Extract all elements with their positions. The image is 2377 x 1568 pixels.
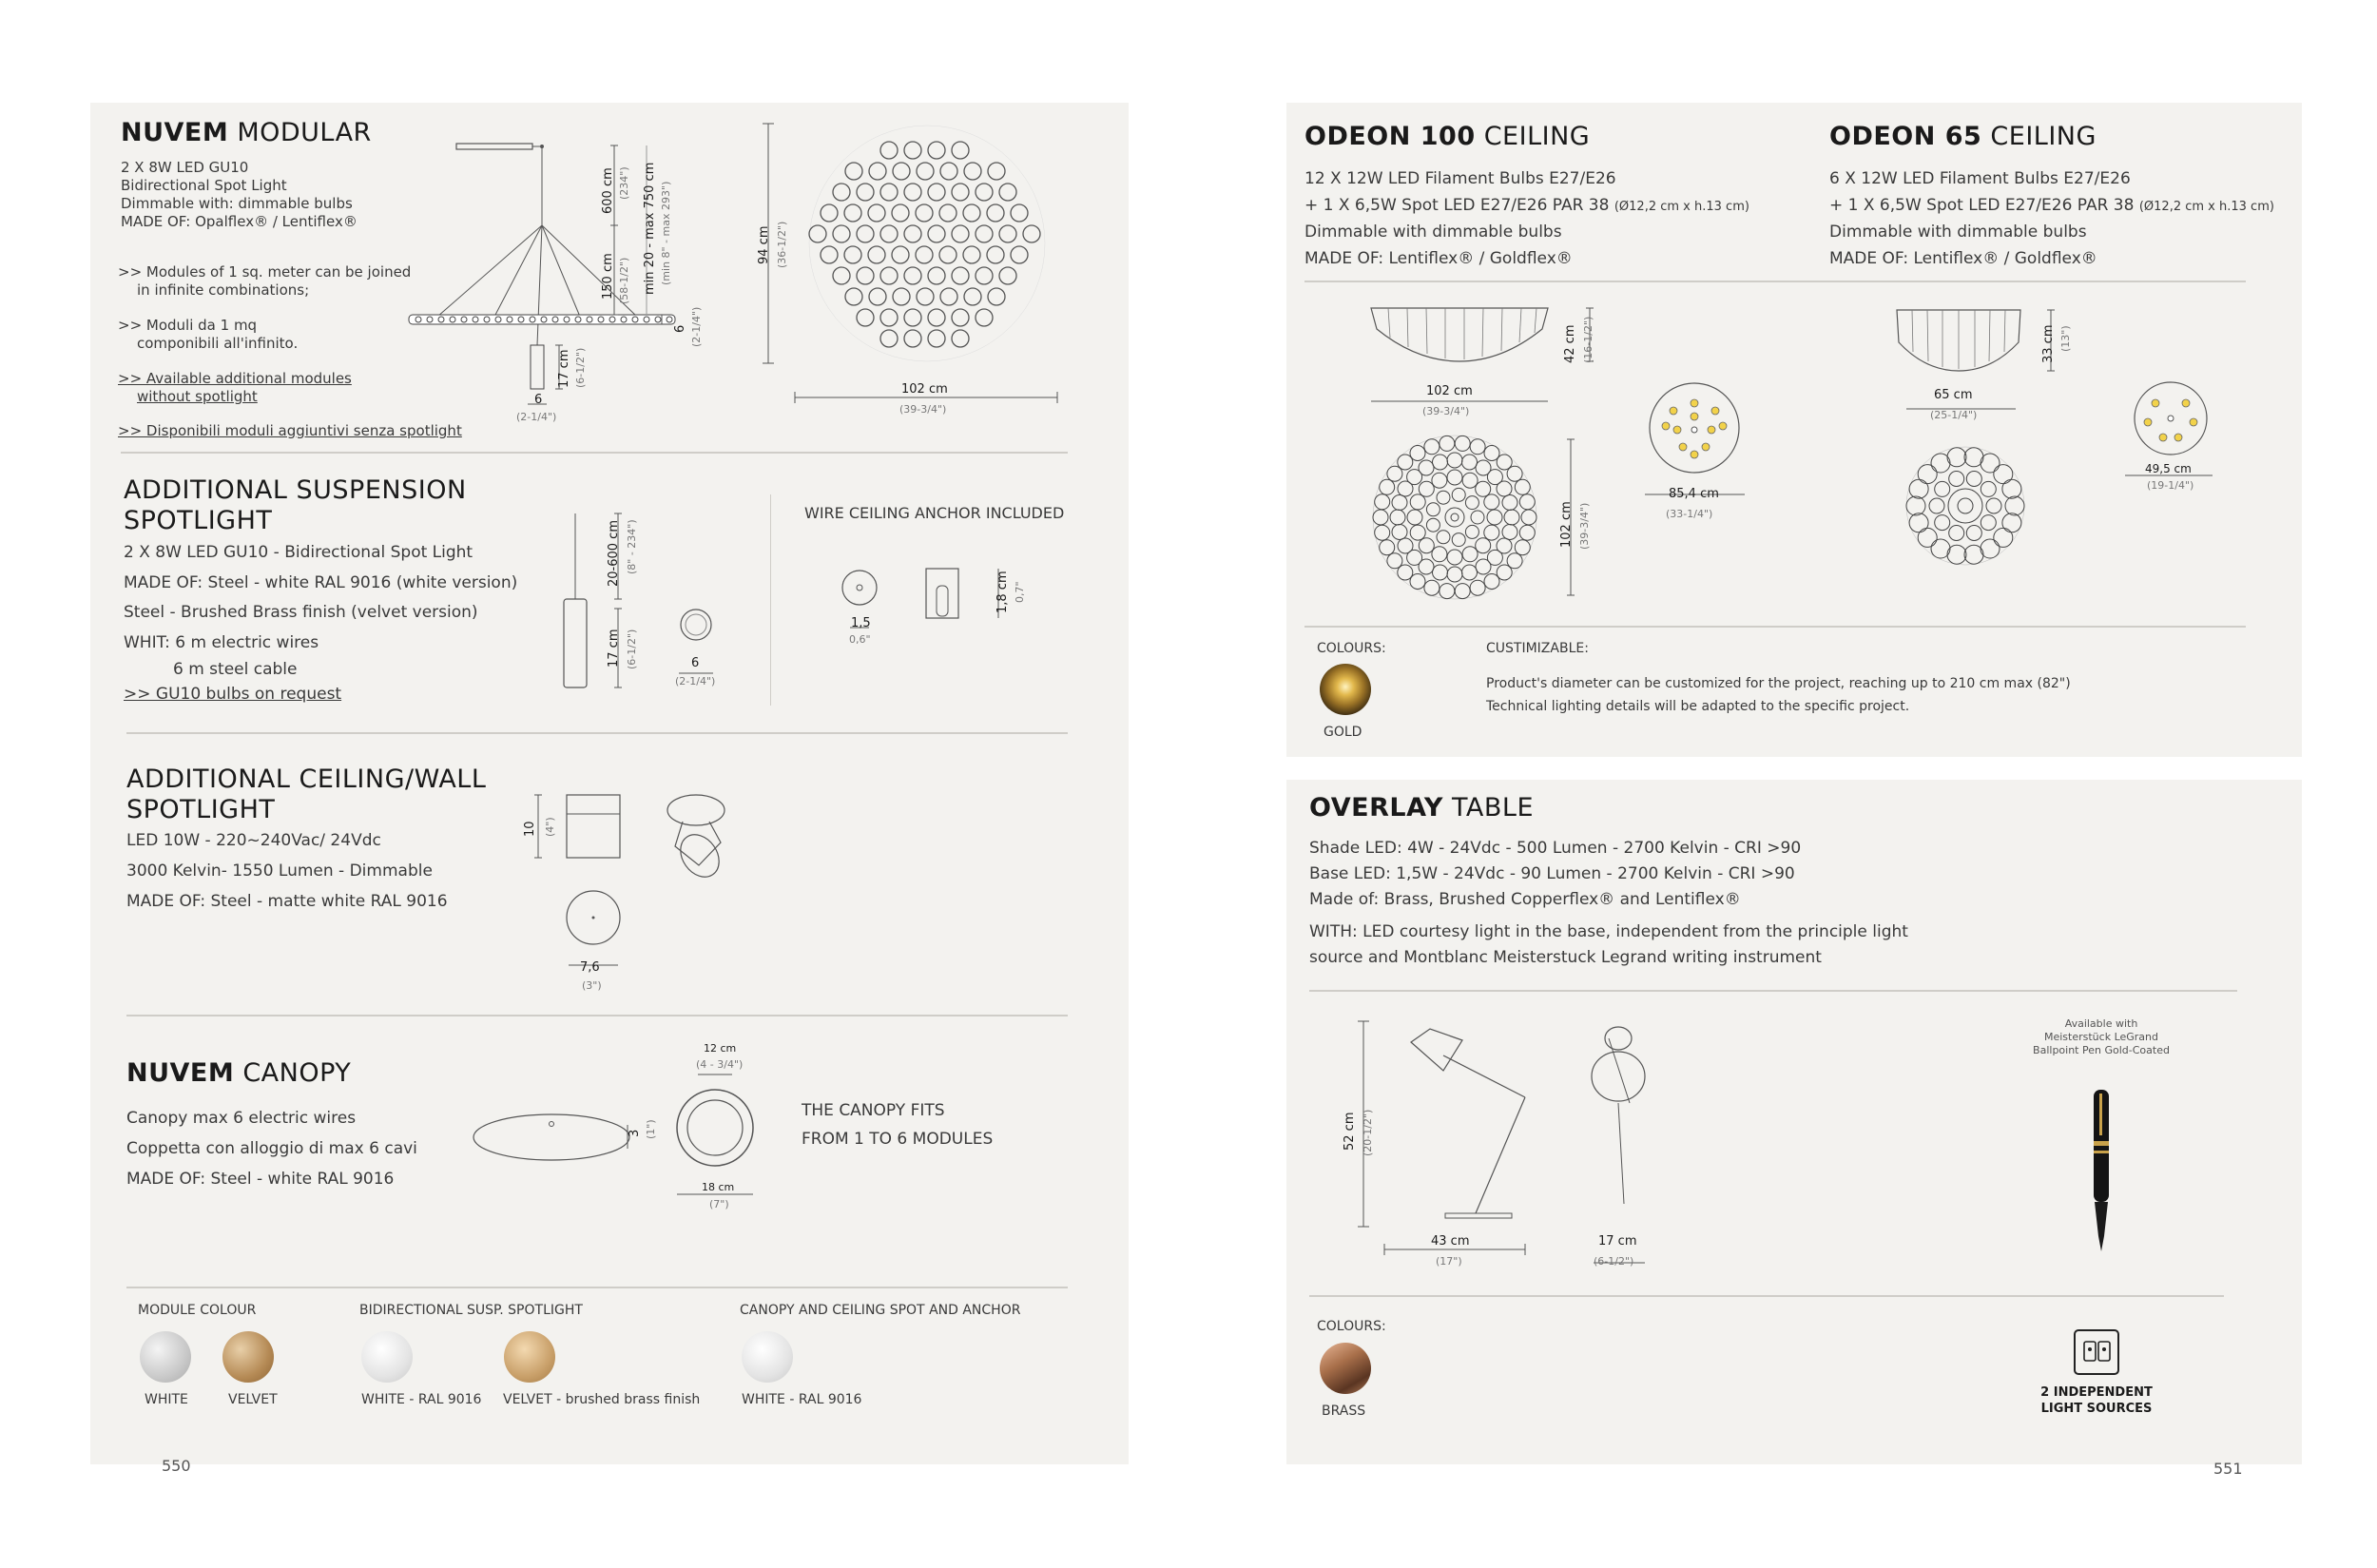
- caption-gold: GOLD: [1324, 725, 1362, 740]
- bulb-ring-circle: [1966, 526, 1981, 541]
- dim-odeon100-w102: 102 cm: [1426, 384, 1473, 398]
- bulb-ring-circle: [1447, 550, 1462, 565]
- swatch-bidir-velvet: [504, 1331, 555, 1383]
- bulb-ring-circle: [1981, 481, 1996, 496]
- wire-anchor-drawing: [837, 567, 1008, 643]
- bidirectional-label: BIDIRECTIONAL SUSP. SPOTLIGHT: [359, 1303, 583, 1318]
- dim-12-in: (4 - 3/4"): [696, 1058, 744, 1071]
- bulb-ring-circle: [1476, 559, 1491, 574]
- dim-overlay-43: 43 cm: [1431, 1234, 1470, 1249]
- bulb-ring-circle: [1465, 525, 1478, 538]
- bulb-ring-circle: [1966, 472, 1981, 487]
- bulb-ring-circle: [1949, 526, 1964, 541]
- bulb-ring-circle: [1519, 494, 1535, 510]
- nuvem-modular-note-en: >> Modules of 1 sq. meter can be joined in infinite combinations;: [118, 263, 412, 299]
- dim-min-max: min 20 - max 750 cm: [643, 162, 657, 295]
- dim-odeon65-65: 65 cm: [1934, 388, 1973, 402]
- bulb-ring-circle: [2002, 513, 2021, 532]
- two-light-sources-icon: [2073, 1328, 2120, 1376]
- nuvem-canopy-title: NUVEM CANOPY: [126, 1058, 352, 1088]
- bulb-ring-circle: [1452, 488, 1465, 501]
- bulb-ring-circle: [1433, 455, 1448, 470]
- dim-6-horizontal: 6: [534, 393, 543, 407]
- odeon-100-drawing: [1360, 295, 1759, 609]
- nuvem-module-top-view: [761, 122, 1065, 407]
- bulb-ring-circle: [1433, 565, 1448, 580]
- odeon-divider-top: [1304, 281, 2246, 282]
- dim-7-6-in: (3"): [582, 979, 602, 992]
- divider-1: [121, 452, 1068, 454]
- bulb-ring-circle: [1410, 525, 1425, 540]
- dim-94: 94 cm: [757, 225, 771, 264]
- dim-6-vertical-in: (2-1/4"): [690, 306, 703, 347]
- dim-odeon100-42: 42 cm: [1563, 324, 1577, 363]
- bulb-ring-circle: [1497, 481, 1512, 496]
- dim-susp-6: 6: [691, 656, 700, 670]
- dim-20-600: 20-600 cm: [607, 520, 621, 587]
- dim-anchor-1-5-in: 0,6": [849, 633, 871, 646]
- bulb-ring-circle: [1906, 496, 1925, 515]
- bulb-ring-circle: [1462, 547, 1478, 562]
- dim-odeon65-33-in: (13"): [2059, 325, 2072, 352]
- dim-overlay-43-in: (17"): [1436, 1255, 1462, 1268]
- bulb-ring-circle: [1419, 460, 1434, 475]
- bulb-ring-circle: [1455, 436, 1470, 451]
- available-modules-link[interactable]: >> Available additional modules without spotlight: [118, 370, 352, 405]
- odeon-colours-label: COLOURS:: [1317, 641, 1386, 656]
- bulb-ring-circle: [1447, 567, 1462, 582]
- bulb-ring-circle: [1410, 574, 1425, 590]
- bulb-ring-circle: [1375, 494, 1390, 510]
- dim-18: 18 cm: [702, 1181, 735, 1193]
- bulb-ring-circle: [1981, 515, 1996, 531]
- dim-susp-17-in: (6-1/2"): [626, 629, 638, 669]
- dim-150-in: (58-1/2"): [618, 257, 630, 304]
- bulb-ring-circle: [1931, 539, 1950, 558]
- swatch-module-white: [140, 1331, 191, 1383]
- caption-white-ral-2: WHITE - RAL 9016: [742, 1392, 862, 1407]
- customizable-label: CUSTIMIZABLE:: [1486, 641, 1589, 656]
- bulb-ring-circle: [1462, 473, 1478, 488]
- suspension-spotlight-title: ADDITIONAL SUSPENSION SPOTLIGHT: [124, 475, 467, 535]
- bulb-ring-circle: [1502, 525, 1517, 540]
- bulb-ring-circle: [1471, 511, 1484, 524]
- bulb-ring-circle: [1465, 496, 1478, 510]
- overlay-table-title: OVERLAY TABLE: [1309, 793, 1535, 823]
- bulb-ring-circle: [1515, 479, 1530, 494]
- dim-anchor-1-8-in: 0,7": [1014, 581, 1026, 603]
- bulb-ring-circle: [1419, 538, 1434, 553]
- dim-10: 10: [523, 821, 537, 837]
- bulb-ring-circle: [1375, 525, 1390, 540]
- bulb-ring-circle: [1447, 470, 1462, 485]
- dim-18-in: (7"): [709, 1198, 729, 1210]
- module-colour-label: MODULE COLOUR: [138, 1303, 257, 1318]
- montblanc-pen-image: [2082, 1084, 2120, 1255]
- bulb-ring-circle: [1470, 439, 1485, 455]
- dim-anchor-1-5: 1,5: [851, 616, 871, 630]
- bulb-ring-circle: [1419, 481, 1434, 496]
- dim-3-in: (1"): [645, 1119, 657, 1139]
- bulb-ring-circle: [1484, 525, 1499, 540]
- dim-94-in: (36-1/2"): [776, 221, 788, 268]
- dim-odeon100-h102-in: (39-3/4"): [1578, 502, 1591, 550]
- caption-velvet-brass: VELVET - brushed brass finish: [503, 1392, 701, 1407]
- bulb-ring-circle: [1470, 580, 1485, 595]
- swatch-module-velvet: [222, 1331, 274, 1383]
- bulb-ring-circle: [1410, 494, 1425, 510]
- bulb-ring-circle: [1504, 510, 1519, 525]
- dim-7-6: 7,6: [580, 960, 600, 975]
- bulb-ring-circle: [1424, 580, 1440, 595]
- ceiling-wall-spotlight-title: ADDITIONAL CEILING/WALL SPOTLIGHT: [126, 765, 487, 824]
- bulb-ring-circle: [1432, 547, 1447, 562]
- dim-150: 150 cm: [601, 253, 615, 300]
- dim-12: 12 cm: [704, 1042, 737, 1055]
- nuvem-modular-title: NUVEM MODULAR: [121, 118, 372, 147]
- odeon-65-title: ODEON 65 CEILING: [1829, 122, 2097, 151]
- bulb-ring-circle: [1398, 538, 1413, 553]
- bulb-ring-circle: [1964, 545, 1983, 564]
- dim-6-vertical: 6: [673, 324, 687, 333]
- divider-4: [126, 1287, 1068, 1288]
- odeon-65-specs: 6 X 12W LED Filament Bulbs E27/E26 + 1 X 6,5W Spot LED E27/E26 PAR 38 (Ø12,2 cm x h.13 cm) Dimmable with dimmable bulbs MADE OF: Lentiflex® / Goldflex®: [1829, 169, 2274, 268]
- nuvem-canopy-specs: Canopy max 6 electric wires Coppetta con alloggio di max 6 cavi MADE OF: Steel - white RAL 9016: [126, 1109, 417, 1189]
- ceiling-wall-spotlight-drawing: [532, 789, 770, 979]
- bulb-ring-circle: [1994, 528, 2013, 547]
- bulb-ring-circle: [1994, 465, 2013, 484]
- bulb-ring-circle: [1440, 584, 1455, 599]
- overlay-colours-label: COLOURS:: [1317, 1319, 1386, 1334]
- caption-white: WHITE: [145, 1392, 188, 1407]
- dim-susp-17: 17 cm: [607, 629, 621, 668]
- odeon-65-drawing: [1887, 304, 2230, 571]
- bulb-ring-circle: [1447, 453, 1462, 468]
- overlay-divider-bottom: [1309, 1295, 2224, 1297]
- bulb-ring-circle: [1452, 533, 1465, 547]
- bulb-ring-circle: [1476, 481, 1491, 496]
- odeon-100-specs: 12 X 12W LED Filament Bulbs E27/E26 + 1 X 6,5W Spot LED E27/E26 PAR 38 (Ø12,2 cm x h.13 cm) Dimmable with dimmable bulbs MADE OF: Lentiflex® / Goldflex®: [1304, 169, 1749, 268]
- bulb-ring-circle: [1462, 565, 1478, 580]
- dim-odeon100-85-in: (33-1/4"): [1666, 508, 1713, 520]
- disponibili-moduli-link[interactable]: >> Disponibili moduli aggiuntivi senza spotlight: [118, 422, 462, 439]
- bulb-ring-circle: [1390, 510, 1405, 525]
- bulb-ring-circle: [1497, 565, 1512, 580]
- bulb-ring-circle: [1981, 454, 2000, 473]
- bulb-ring-circle: [1387, 553, 1402, 569]
- bulb-ring-circle: [1935, 515, 1950, 531]
- suspension-vertical-divider: [770, 494, 771, 706]
- bulb-ring-circle: [1484, 494, 1499, 510]
- dim-anchor-1-8: 1,8 cm: [995, 571, 1010, 613]
- bulb-ring-circle: [1949, 472, 1964, 487]
- odeon-100-title: ODEON 100 CEILING: [1304, 122, 1591, 151]
- bulb-ring-circle: [1986, 498, 2001, 513]
- dim-odeon65-65-in: (25-1/4"): [1930, 409, 1978, 421]
- dim-600: 600 cm: [601, 167, 615, 214]
- bulb-ring-circle: [1407, 510, 1422, 525]
- dim-odeon65-49-in: (19-1/4"): [2147, 479, 2194, 492]
- bulb-ring-circle: [1521, 510, 1536, 525]
- overlay-table-with: WITH: LED courtesy light in the base, independent from the principle light source and Montblanc Meisterstuck Legrand writing instrument: [1309, 922, 1908, 967]
- bulb-ring-circle: [1484, 446, 1499, 461]
- caption-velvet: VELVET: [228, 1392, 278, 1407]
- bulb-ring-circle: [1392, 495, 1407, 511]
- bulb-ring-circle: [1426, 518, 1440, 532]
- dim-odeon100-42-in: (16-1/2"): [1582, 316, 1594, 363]
- canopy-anchor-label: CANOPY AND CEILING SPOT AND ANCHOR: [740, 1303, 1021, 1318]
- dim-17-in: (6-1/2"): [574, 347, 587, 388]
- overlay-divider-top: [1309, 990, 2237, 992]
- dim-17: 17 cm: [557, 349, 571, 388]
- dim-overlay-17: 17 cm: [1598, 1234, 1637, 1249]
- bulb-ring-circle: [1380, 540, 1395, 555]
- pen-note: Available with Meisterstück LeGrand Ballpoint Pen Gold-Coated: [2033, 1017, 2170, 1056]
- nuvem-modular-specs: 2 X 8W LED GU10 Bidirectional Spot Light Dimmable with: dimmable bulbs MADE OF: Opalflex® / Lentiflex®: [121, 159, 358, 230]
- bulb-ring-circle: [1929, 498, 1944, 513]
- bulb-ring-circle: [1398, 455, 1413, 470]
- dim-overlay-52: 52 cm: [1343, 1112, 1357, 1151]
- caption-white-ral: WHITE - RAL 9016: [361, 1392, 482, 1407]
- bulb-ring-circle: [1426, 503, 1440, 516]
- dim-102-in: (39-3/4"): [899, 403, 947, 416]
- bulb-ring-circle: [1484, 574, 1499, 590]
- bulb-ring-circle: [1410, 446, 1425, 461]
- dim-odeon100-85: 85,4 cm: [1669, 487, 1719, 501]
- bulb-ring-circle: [1373, 510, 1388, 525]
- swatch-brass: [1320, 1343, 1371, 1394]
- swatch-gold: [1320, 664, 1371, 715]
- dim-10-in: (4"): [544, 817, 556, 837]
- customizable-text: Product's diameter can be customized for the project, reaching up to 210 cm max (82") Technical lighting details will be adapted to the specific project.: [1486, 676, 2071, 714]
- bulb-ring-circle: [1487, 510, 1502, 525]
- dim-min-max-in: (min 8" - max 293"): [660, 181, 672, 285]
- spotlight-cylinder: [531, 345, 544, 389]
- dim-600-in: (234"): [618, 166, 630, 200]
- dim-susp-6-in: (2-1/4"): [675, 675, 716, 687]
- bulb-ring-circle: [1918, 465, 1937, 484]
- dim-3: 3: [628, 1129, 642, 1137]
- bulb-ring-circle: [1909, 513, 1928, 532]
- nuvem-modular-note-it: >> Moduli da 1 mq componibili all'infinito.: [118, 317, 299, 352]
- divider-3: [126, 1015, 1068, 1016]
- two-light-sources-label: 2 INDEPENDENT LIGHT SOURCES: [2040, 1385, 2153, 1416]
- bulb-ring-circle: [1462, 455, 1478, 470]
- bulb-ring-circle: [1935, 481, 1950, 496]
- dim-odeon65-33: 33 cm: [2041, 324, 2056, 363]
- bulb-ring-circle: [1380, 479, 1395, 494]
- odeon-divider-bottom: [1304, 626, 2246, 628]
- canopy-fits-note: THE CANOPY FITS FROM 1 TO 6 MODULES: [802, 1101, 994, 1149]
- bulb-ring-circle: [1437, 491, 1450, 504]
- overlay-table-specs: Shade LED: 4W - 24Vdc - 500 Lumen - 2700 Kelvin - CRI >90 Base LED: 1,5W - 24Vdc - 90 Lumen - 2700 Kelvin - CRI >90 Made of: Brass, Brushed Copperflex® and Lentiflex®: [1309, 839, 1802, 909]
- bulb-ring-circle: [1515, 540, 1530, 555]
- page-number-left: 550: [162, 1457, 191, 1475]
- bulb-ring-circle: [1476, 538, 1491, 553]
- dim-102: 102 cm: [901, 382, 948, 397]
- page-number-right: 551: [2213, 1460, 2243, 1478]
- bulb-ring-circle: [1432, 473, 1447, 488]
- wire-anchor-label: WIRE CEILING ANCHOR INCLUDED: [804, 504, 1065, 522]
- bulb-ring-circle: [1918, 528, 1937, 547]
- bulb-ring-circle: [1424, 439, 1440, 455]
- dim-overlay-52-in: (20-1/2"): [1362, 1109, 1374, 1156]
- bulb-ring-circle: [1909, 479, 1928, 498]
- bulb-ring-circle: [1392, 525, 1407, 540]
- divider-2: [126, 732, 1068, 734]
- dim-20-600-in: (8" - 234"): [626, 519, 638, 574]
- suspension-spotlight-specs: 2 X 8W LED GU10 - Bidirectional Spot Light MADE OF: Steel - white RAL 9016 (white version) Steel - Brushed Brass finish (velvet version) WHIT: 6 m electric wires 6 m steel cable: [124, 543, 518, 679]
- swatch-canopy-white: [742, 1331, 793, 1383]
- gu10-bulbs-link[interactable]: >> GU10 bulbs on request: [124, 685, 342, 704]
- bulb-ring-circle: [2005, 496, 2024, 515]
- bulb-ring-circle: [1519, 525, 1535, 540]
- dim-overlay-17-in: (6-1/2"): [1594, 1255, 1634, 1268]
- bulb-ring-circle: [1947, 448, 1966, 467]
- dim-odeon65-49: 49,5 cm: [2145, 462, 2192, 475]
- bulb-ring-circle: [1437, 531, 1450, 544]
- bulb-ring-circle: [1502, 495, 1517, 511]
- bulb-ring-circle: [1455, 584, 1470, 599]
- dim-6-horizontal-in: (2-1/4"): [516, 411, 557, 423]
- ceiling-wall-spotlight-specs: LED 10W - 220~240Vac/ 24Vdc 3000 Kelvin- 1550 Lumen - Dimmable MADE OF: Steel - matte white RAL 9016: [126, 831, 448, 911]
- dim-odeon100-w102-in: (39-3/4"): [1422, 405, 1470, 417]
- swatch-bidir-white: [361, 1331, 413, 1383]
- bulb-ring-circle: [1507, 466, 1522, 481]
- bulb-ring-circle: [1440, 436, 1455, 451]
- caption-brass: BRASS: [1322, 1403, 1366, 1419]
- dim-odeon100-h102: 102 cm: [1559, 501, 1574, 548]
- bulb-ring-circle: [2002, 479, 2021, 498]
